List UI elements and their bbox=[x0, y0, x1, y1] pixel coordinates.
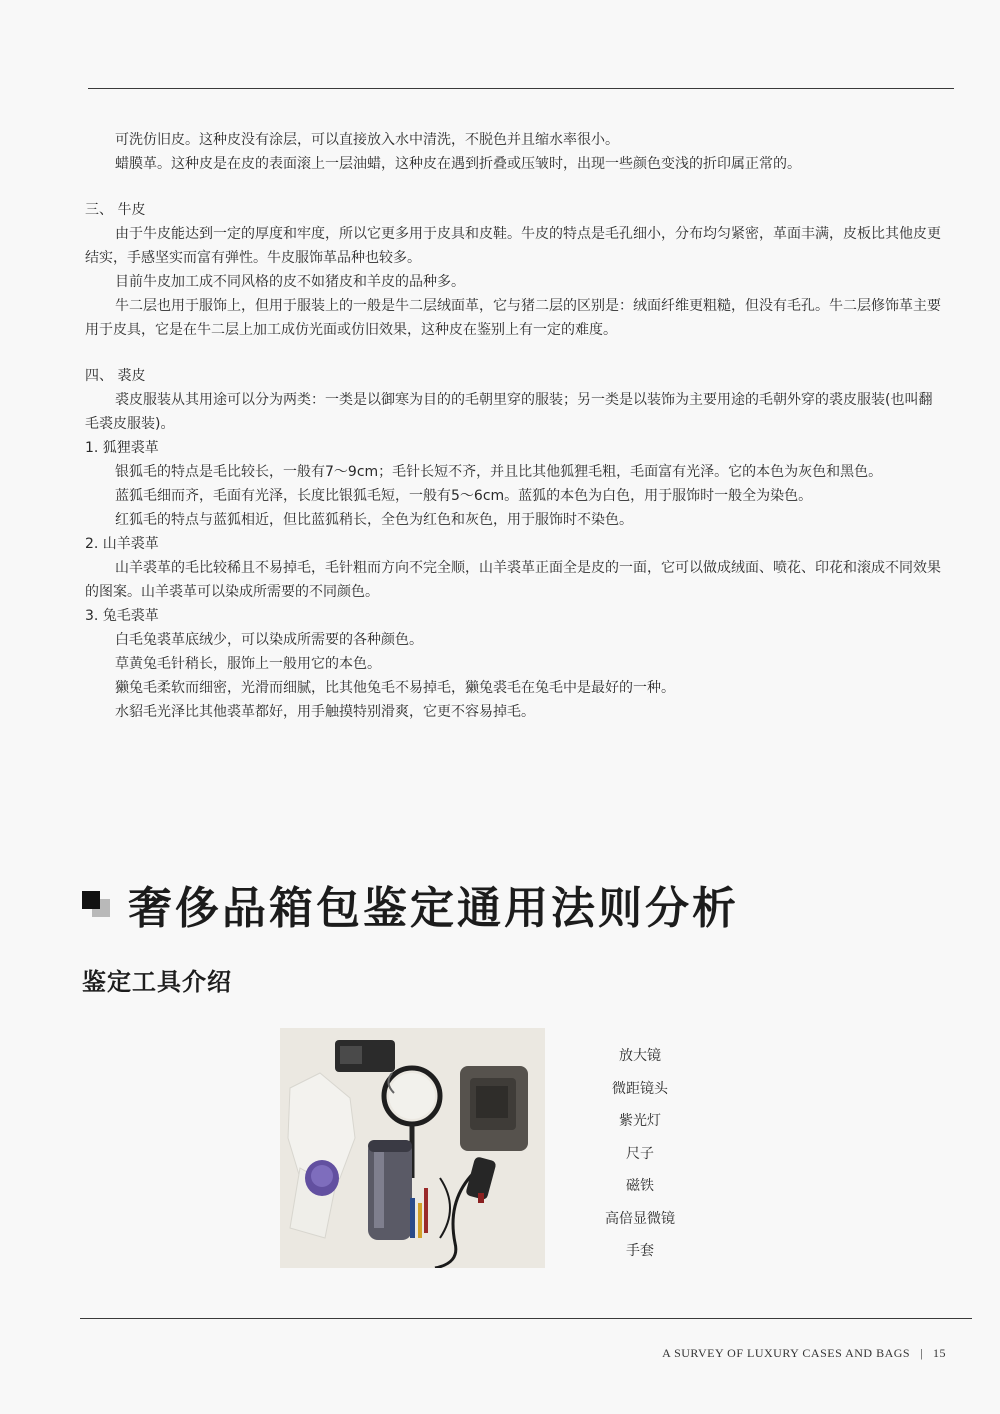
tool-list-item: 高倍显微镜 bbox=[605, 1210, 675, 1227]
tool-list-item: 紫光灯 bbox=[619, 1113, 661, 1129]
footer bbox=[662, 1346, 946, 1361]
numbered-heading-goat: 2. 山羊裘革 bbox=[85, 536, 159, 552]
paragraph: 蜡膜革。这种皮是在皮的表面滚上一层油蜡，这种皮在遇到折叠或压皱时，出现一些颜色变浅的折印属正常的。 bbox=[115, 156, 801, 172]
paragraph: 牛二层也用于服饰上，但用于服装上的一般是牛二层绒面革，它与猪二层的区别是：绒面纤维更粗糙，但没有毛孔。牛二层修饰革主要用于皮具，它是在牛二层上加工成仿光面或仿旧效果，这种皮在鉴别上有一定的难度。 bbox=[85, 298, 941, 338]
paragraph: 可洗仿旧皮。这种皮没有涂层，可以直接放入水中清洗，不脱色并且缩水率很小。 bbox=[115, 132, 619, 148]
paragraph: 獭兔毛柔软而细密，光滑而细腻，比其他兔毛不易掉毛，獭兔裘毛在兔毛中是最好的一种。 bbox=[115, 680, 675, 696]
paragraph: 目前牛皮加工成不同风格的皮不如猪皮和羊皮的品种多。 bbox=[115, 274, 465, 290]
paragraph: 红狐毛的特点与蓝狐相近，但比蓝狐稍长，全色为红色和灰色，用于服饰时不染色。 bbox=[115, 512, 633, 528]
sub-title: 鉴定工具介绍 bbox=[82, 968, 232, 996]
tool-list-item: 磁铁 bbox=[626, 1178, 654, 1194]
tool-list-item: 手套 bbox=[626, 1243, 654, 1259]
header-rule bbox=[88, 88, 954, 89]
paragraph: 水貂毛光泽比其他裘革都好，用手触摸特别滑爽，它更不容易掉毛。 bbox=[115, 704, 535, 720]
paragraph: 裘皮服装从其用途可以分为两类：一类是以御寒为目的的毛朝里穿的服装；另一类是以装饰为主要用途的毛朝外穿的裘皮服装(也叫翻毛裘皮服装)。 bbox=[85, 392, 933, 432]
footer-rule bbox=[80, 1318, 972, 1319]
paragraph: 由于牛皮能达到一定的厚度和牢度，所以它更多用于皮具和皮鞋。牛皮的特点是毛孔细小，分布均匀紧密，革面丰满，皮板比其他皮更结实，手感坚实而富有弹性。牛皮服饰革品种也较多。 bbox=[85, 226, 941, 266]
tool-list-item: 尺子 bbox=[626, 1145, 654, 1162]
paragraph: 银狐毛的特点是毛比较长，一般有7～9cm；毛针长短不齐，并且比其他狐狸毛粗，毛面富有光泽。它的本色为灰色和黑色。 bbox=[115, 464, 883, 480]
paragraph: 白毛兔裘革底绒少，可以染成所需要的各种颜色。 bbox=[115, 632, 423, 648]
section-title bbox=[82, 874, 739, 934]
paragraph: 草黄兔毛针稍长，服饰上一般用它的本色。 bbox=[115, 656, 381, 672]
page-number: 15 bbox=[933, 1346, 946, 1360]
tools-photo-illustration bbox=[280, 1028, 545, 1268]
tool-list-item: 放大镜 bbox=[619, 1048, 661, 1064]
tools-photo bbox=[280, 1028, 545, 1268]
tool-list-item: 微距镜头 bbox=[612, 1080, 668, 1097]
numbered-heading-fox: 1. 狐狸裘革 bbox=[85, 440, 159, 456]
section-heading-cowhide: 三、 牛皮 bbox=[85, 202, 146, 218]
title-square-icon bbox=[82, 887, 116, 921]
numbered-heading-rabbit: 3. 兔毛裘革 bbox=[85, 608, 159, 624]
paragraph: 蓝狐毛细而齐，毛面有光泽，长度比银狐毛短，一般有5～6cm。蓝狐的本色为白色，用于服饰时一般全为染色。 bbox=[115, 488, 813, 504]
body-text bbox=[85, 128, 945, 724]
footer-separator: | bbox=[920, 1346, 923, 1360]
running-title: A SURVEY OF LUXURY CASES AND BAGS bbox=[662, 1346, 911, 1360]
section-heading-fur: 四、 裘皮 bbox=[85, 368, 146, 384]
tool-list bbox=[590, 1040, 690, 1268]
section-title-text: 奢侈品箱包鉴定通用法则分析 bbox=[128, 883, 739, 934]
paragraph: 山羊裘革的毛比较稀且不易掉毛，毛针粗而方向不完全顺，山羊裘革正面全是皮的一面，它可以做成绒面、喷花、印花和滚成不同效果的图案。山羊裘革可以染成所需要的不同颜色。 bbox=[85, 560, 941, 600]
